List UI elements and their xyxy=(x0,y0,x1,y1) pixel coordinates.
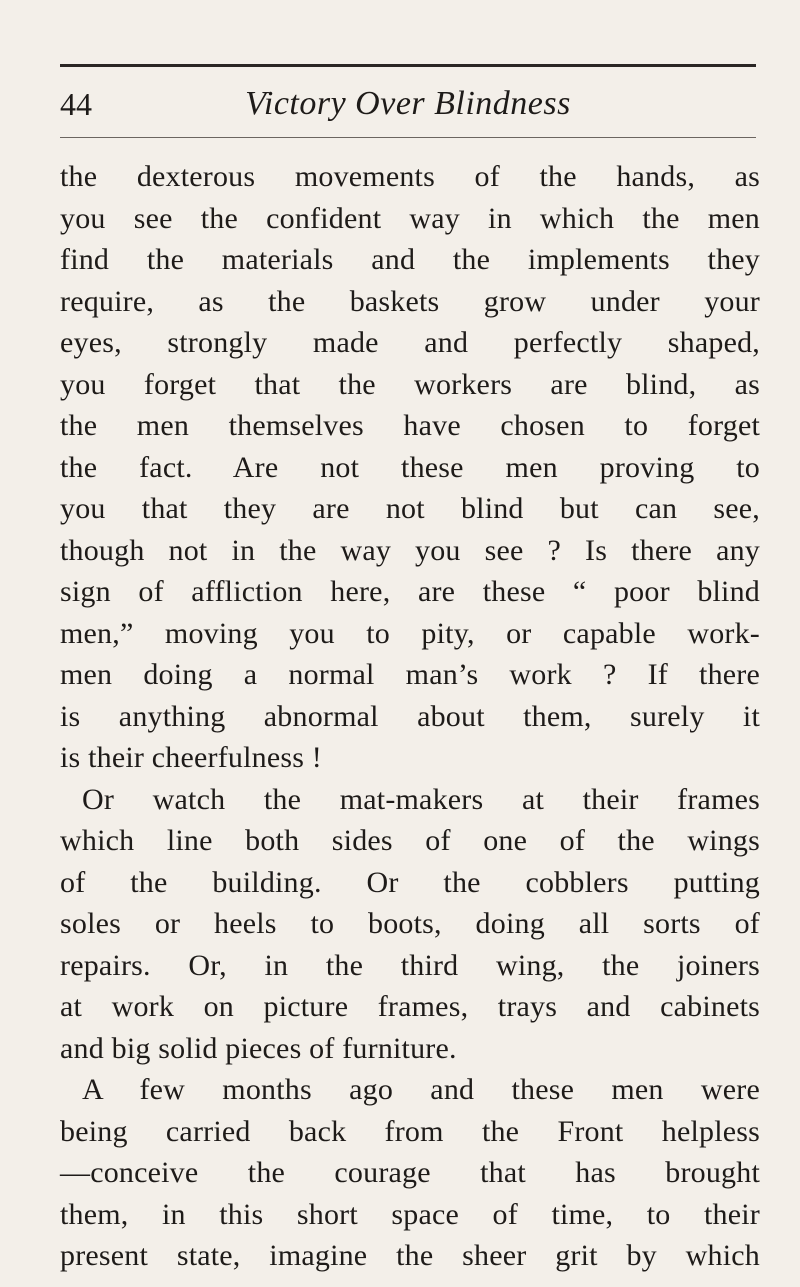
text-line: find the materials and the implements they xyxy=(60,243,760,276)
text-line: present state, imagine the sheer grit by which xyxy=(60,1239,760,1272)
text-line: men,” moving you to pity, or capable work- xyxy=(60,616,760,650)
page-header xyxy=(60,84,756,132)
text-line: A few months ago and these men were xyxy=(82,1073,760,1106)
text-line: which line both sides of one of the wings xyxy=(60,824,760,857)
text-line: though not in the way you see ? Is there any xyxy=(60,533,760,567)
text-line: men doing a normal man’s work ? If there xyxy=(60,658,760,691)
running-title: Victory Over Blindness xyxy=(245,85,571,122)
text-line: at work on picture frames, trays and cabinets xyxy=(60,990,760,1023)
text-line: being carried back from the Front helpless xyxy=(60,1114,760,1148)
header-top-rule xyxy=(60,64,756,67)
text-line: you forget that the workers are blind, as xyxy=(60,367,760,401)
text-line: —conceive the courage that has brought xyxy=(60,1156,760,1189)
text-line: Or watch the mat-makers at their frames xyxy=(82,782,760,816)
header-bottom-rule xyxy=(60,137,756,138)
text-line: sign of affliction here, are these “ poor blind xyxy=(60,575,760,608)
text-line: and big solid pieces of furniture. xyxy=(60,1031,457,1065)
text-line: the men themselves have chosen to forget xyxy=(60,409,760,442)
body-text xyxy=(60,156,760,1277)
text-line: you see the confident way in which the men xyxy=(60,201,760,235)
text-line: soles or heels to boots, doing all sorts of xyxy=(60,907,760,940)
page-number: 44 xyxy=(60,86,92,122)
text-line: is anything abnormal about them, surely it xyxy=(60,699,760,733)
text-line: you that they are not blind but can see, xyxy=(60,492,760,525)
text-line: them, in this short space of time, to their xyxy=(60,1197,760,1231)
text-line: of the building. Or the cobblers putting xyxy=(60,865,760,899)
text-line: repairs. Or, in the third wing, the joiners xyxy=(60,948,760,982)
text-line: require, as the baskets grow under your xyxy=(60,284,760,318)
text-line: is their cheerfulness ! xyxy=(60,741,323,774)
text-line: the fact. Are not these men proving to xyxy=(60,450,760,484)
text-line: the dexterous movements of the hands, as xyxy=(60,160,760,193)
text-line: eyes, strongly made and perfectly shaped, xyxy=(60,326,760,359)
